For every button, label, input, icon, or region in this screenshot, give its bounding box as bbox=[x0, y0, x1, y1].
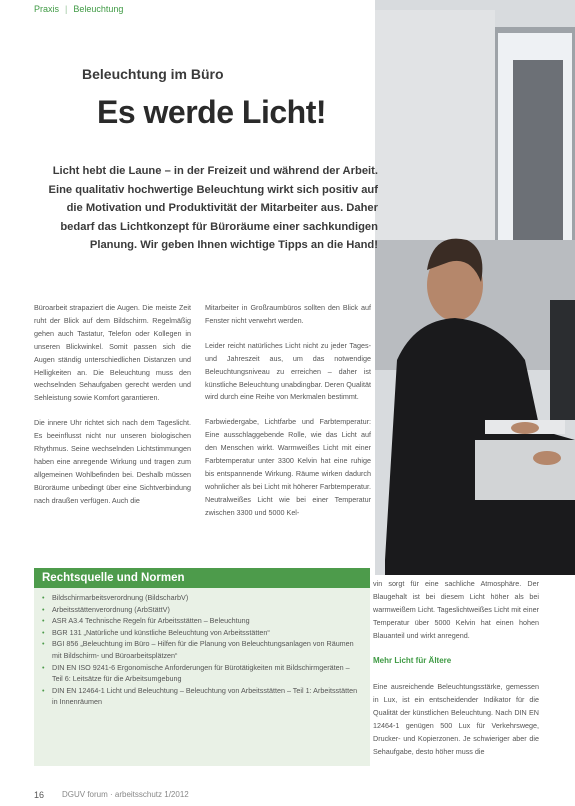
legal-sources-box bbox=[34, 568, 370, 766]
list-item: • BGR 131 „Natürliche und künstliche Beleuchtung von Arbeitsstätten“ bbox=[42, 627, 362, 639]
body-column-2 bbox=[205, 302, 371, 532]
paragraph: Leider reicht natürliches Licht nicht zu jeder Tages- und Jahreszeit aus, um das notwendige Beleuchtungsniveau zu erreichen – daher ist künstliche Beleuchtung unabdingbar. Deren Qualität wird durch eine Reihe von Merkmalen bestimmt. bbox=[205, 340, 371, 402]
legal-sources-list bbox=[34, 588, 370, 708]
office-photo-illustration bbox=[375, 0, 575, 575]
list-item: • Bildschirmarbeitsverordnung (BildscharbV) bbox=[42, 592, 362, 604]
article-kicker: Beleuchtung im Büro bbox=[82, 66, 224, 82]
running-head-section: Praxis bbox=[34, 4, 60, 14]
running-head-separator: | bbox=[65, 4, 68, 14]
paragraph: Eine ausreichende Beleuchtungsstärke, gemessen in Lux, ist ein entscheidender Indikator für die Qualität der künstlichen Beleuchtung. Nach DIN EN 12464-1 genügen 500 Lux für Verkehrswege, Drucker- und Kopierzonen. Je schwieriger aber die Sehaufgabe, desto höher muss die bbox=[373, 682, 539, 756]
list-item: • ASR A3.4 Technische Regeln für Arbeitsstätten – Beleuchtung bbox=[42, 615, 362, 627]
office-photo bbox=[375, 0, 575, 575]
page-number: 16 bbox=[34, 790, 45, 800]
paragraph: vin sorgt für eine sachliche Atmosphäre. Der Blaugehalt ist bei diesem Licht höher als bei warmweißem Licht. Tageslichtweißes Licht mit einer Temperatur über 5000 Kelvin hat einen hohen Blauanteil und wirkt anregend. bbox=[373, 579, 539, 640]
running-head-topic: Beleuchtung bbox=[73, 4, 124, 14]
paragraph: Die innere Uhr richtet sich nach dem Tageslicht. Es beeinflusst nicht nur unseren biologischen Rhythmus. Seine wechselnden Lichtstimmungen haben eine anregende Wirkung und tragen zum allgemeinen Wohlbefinden bei. Deshalb müssen Büroräume unbedingt über eine Sichtverbindung nach draußen verfügen. Auch die bbox=[34, 418, 191, 505]
legal-sources-title: Rechtsquelle und Normen bbox=[34, 568, 370, 588]
body-column-3 bbox=[373, 578, 539, 771]
paragraph: Büroarbeit strapaziert die Augen. Die meiste Zeit ruht der Blick auf dem Bildschirm. Regelmäßig gehen auch Tastatur, Telefon oder Kollegen in unseren Blickwinkel. Somit passen sich die Augen ständig unterschiedlichen Distanzen und Helligkeiten an. Die Beleuchtung muss den wechselnden Sehaufgaben gerecht werden und Sehleistung sowie Komfort garantieren. bbox=[34, 303, 191, 403]
paragraph: Farbwiedergabe, Lichtfarbe und Farbtemperatur: Eine ausschlaggebende Rolle, wie das Licht auf den Menschen wirkt. Warmweißes Licht mit einer Farbtemperatur unter 3300 Kelvin hat eine ruhige bis entspannende Wirkung. Räume wirken dadurch wohnlicher als bei Licht mit höherer Farbtemperatur. Neutralweißes Licht wie bei einer Temperatur zwischen 3300 und 5000 Kel- bbox=[205, 417, 371, 517]
paragraph: Mitarbeiter in Großraumbüros sollten den Blick auf Fenster nicht verwehrt werden. bbox=[205, 303, 371, 325]
running-head bbox=[34, 4, 123, 14]
article-title: Es werde Licht! bbox=[97, 94, 326, 130]
list-item: • DIN EN ISO 9241-6 Ergonomische Anforderungen für Bürotätigkeiten mit Bildschirmgeräten – Teil 6: Leitsätze für die Arbeitsumgebung bbox=[42, 662, 362, 685]
subheading: Mehr Licht für Ältere bbox=[373, 655, 452, 665]
publication-footer: DGUV forum · arbeitsschutz 1/2012 bbox=[62, 790, 189, 799]
list-item: • Arbeitsstättenverordnung (ArbStättV) bbox=[42, 604, 362, 616]
article-lead: Licht hebt die Laune – in der Freizeit und während der Arbeit. Eine qualitativ hochwertige Beleuchtung wirkt sich positiv auf die Motivation und Produktivität der Mitarbeiter aus. Daher bedarf das Lichtkonzept für Büroräume einer sachkundigen Planung. Wir geben Ihnen wichtige Tipps an die Hand! bbox=[48, 165, 378, 252]
list-item: • DIN EN 12464-1 Licht und Beleuchtung – Beleuchtung von Arbeitsstätten – Teil 1: Arbeitsstätten in Innenräumen bbox=[42, 685, 362, 708]
list-item: • BGI 856 „Beleuchtung im Büro – Hilfen für die Planung von Beleuchtungsanlagen von Räumen mit Bildschirm- und Büroarbeitsplätzen“ bbox=[42, 638, 362, 661]
body-column-1 bbox=[34, 302, 191, 520]
